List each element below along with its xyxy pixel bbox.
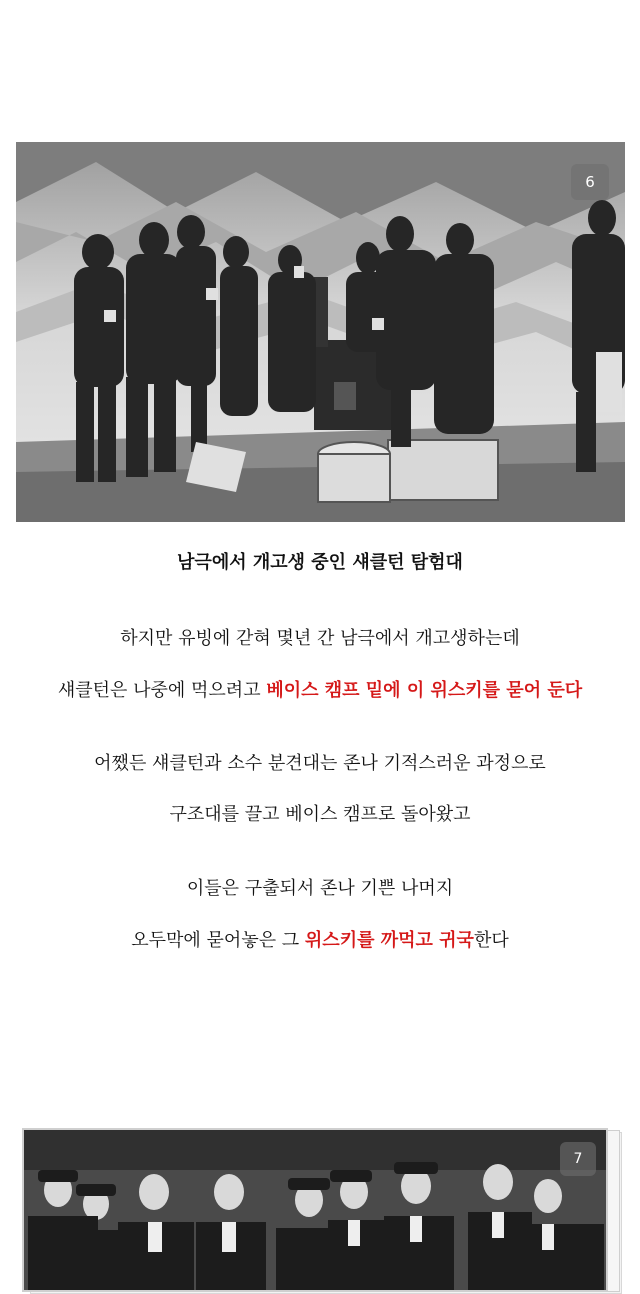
photo-caption: 남극에서 개고생 중인 섀클턴 탐험대: [177, 552, 463, 573]
image-index-badge: 7: [560, 1142, 596, 1176]
group-portrait-photo: [22, 1128, 608, 1292]
paragraph3-line2-text: 오두막에 묻어놓은 그: [131, 930, 305, 951]
paragraph1-line1: 하지만 유빙에 갇혀 몇년 간 남극에서 개고생하는데: [120, 628, 520, 649]
paragraph2-line1: 어쨌든 섀클턴과 소수 분견대는 존나 기적스러운 과정으로: [94, 753, 546, 774]
paragraph3-highlight: 위스키를 까먹고 귀국: [304, 930, 474, 951]
group-portrait-graphic: [24, 1130, 606, 1290]
expedition-photo-graphic: [16, 142, 625, 522]
expedition-photo: [16, 142, 625, 522]
group-photo-stack: [22, 1128, 622, 1288]
paragraph2-line2: 구조대를 끌고 베이스 캠프로 돌아왔고: [169, 804, 471, 825]
image-index-badge: 6: [571, 164, 609, 200]
paragraph3-line1: 이들은 구출되서 존나 기쁜 나머지: [186, 878, 454, 899]
paragraph3-line2-suffix: 한다: [473, 930, 509, 951]
paragraph1-highlight: 베이스 캠프 밑에 이 위스키를 묻어 둔다: [266, 680, 583, 701]
paragraph1-line2: [0, 676, 640, 702]
paragraph1-line2-text: 섀클턴은 나중에 먹으려고: [57, 680, 267, 701]
paragraph3-line2: [0, 926, 640, 952]
